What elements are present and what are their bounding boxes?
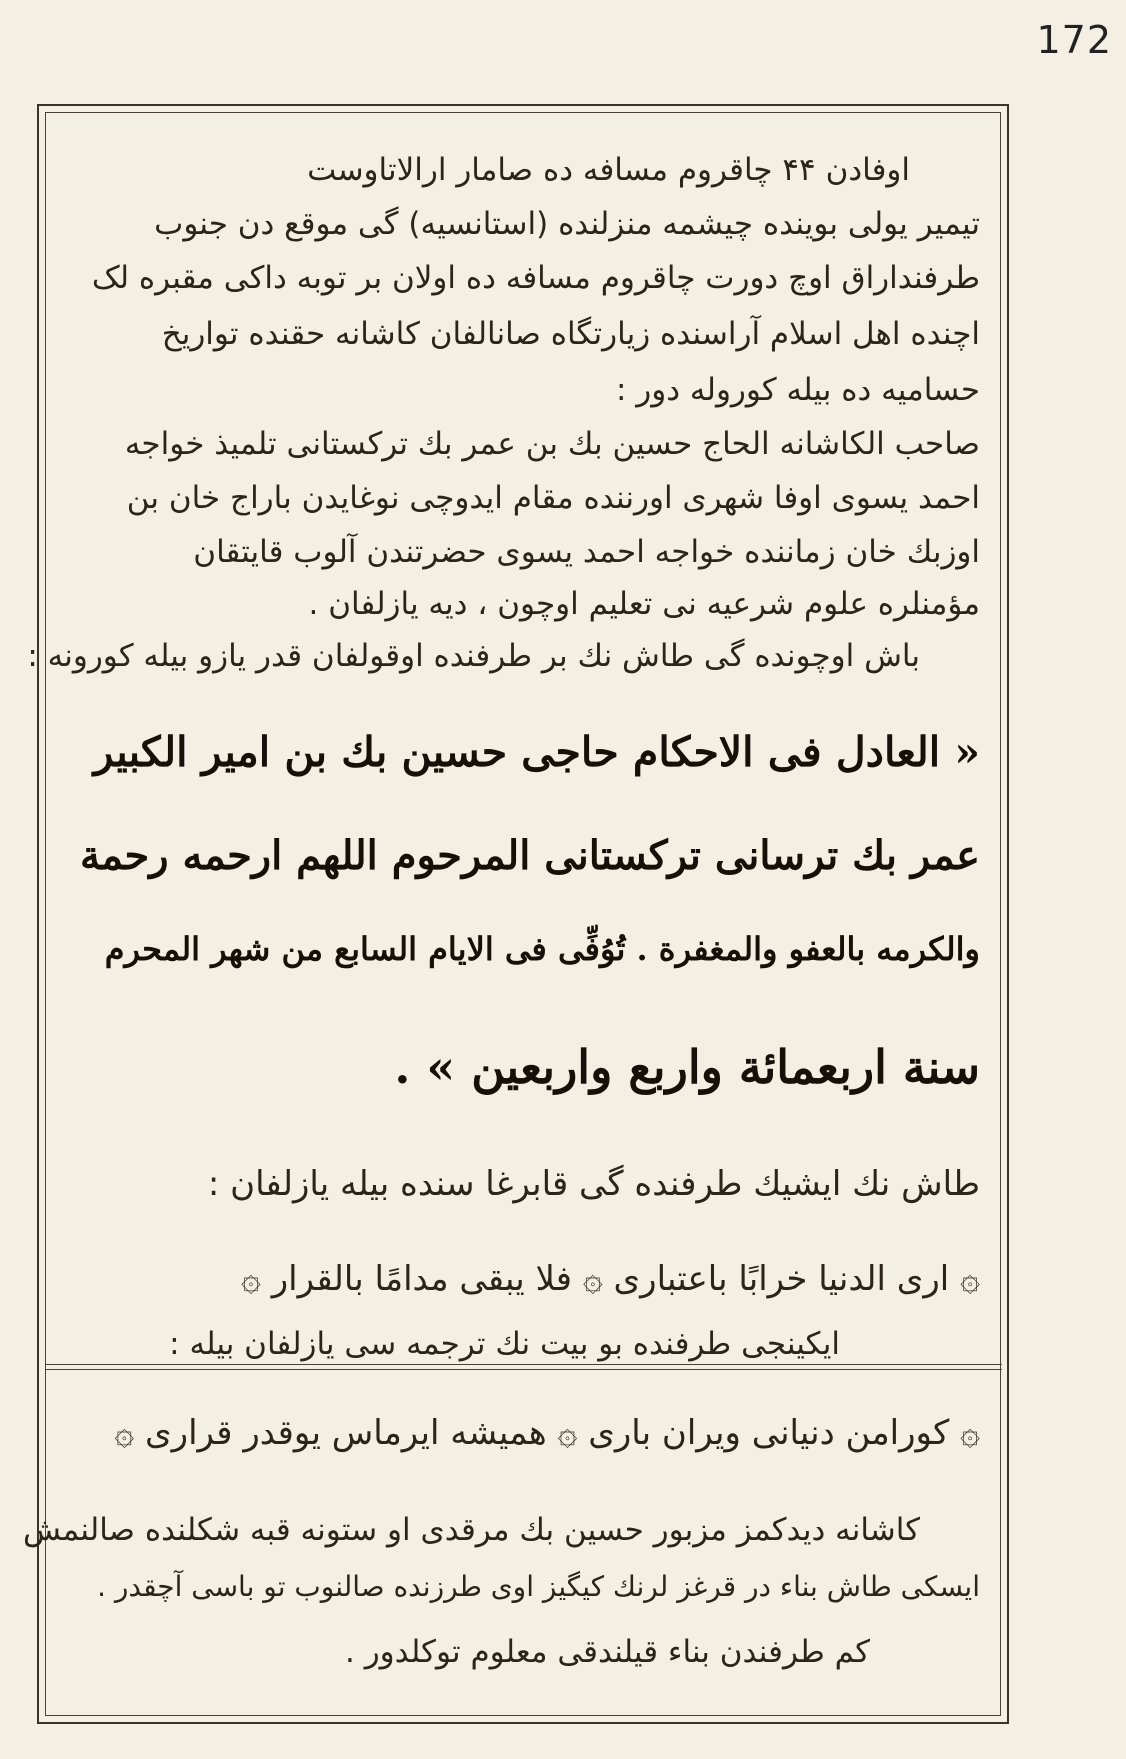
text-line: کاشانه دیدکمز مزبور حسین بك مرقدی او ستونه قبه شکلنده صالنمش [22,1512,920,1548]
inscription-line: والکرمه بالعفو والمغفرة . تُوُفِّی فی الایام السابع من شهر المحرم [104,930,980,968]
divider-line [46,1364,1002,1365]
text-line: احمد یسوی اوفا شهری اورننده مقام ایدوچی نوغایدن باراج خان بن [126,480,980,516]
text-line: طاش نك ایشیك طرفنده گی قابرغا سنده بیله یازلفان : [207,1164,980,1204]
verse-arabic: ۞ اری الدنیا خرابًا باعتباری ۞ فلا یبقی مدامًا بالقرار ۞ [240,1259,980,1299]
text-line: مؤمنلره علوم شرعیه نی تعلیم اوچون ، دیه یازلفان . [308,586,980,622]
text-line: اچنده اهل اسلام آراسنده زیارتگاه صانالفان کاشانه حقنده تواریخ [161,316,980,352]
inscription-line: سنة اربعمائة واربع واربعین » . [394,1040,980,1094]
text-line: اوزبك خان زماننده خواجه احمد یسوی حضرتندن آلوب قایتقان [193,534,980,570]
text-line: تیمیر یولی بوینده چیشمه منزلنده (استانسیه) گی موقع دن جنوب [154,206,980,242]
text-line: حسامیه ده بیله کوروله دور : [616,372,980,408]
page-number: 172 [1036,18,1112,62]
inscription-line: « العادل فی الاحکام حاجی حسین بك بن امیر الکبیر [93,728,980,776]
inscription-line: عمر بك ترسانی ترکستانی المرحوم اللهم ارحمه رحمة [79,832,980,879]
text-line: طرفنداراق اوچ دورت چاقروم مسافه ده اولان بر توبه داکی مقبره لک [91,260,980,296]
text-line: ایسکی طاش بناء در قرغز لرنك کیگیز اوی طرزنده صالنوب تو باسی آچقدر . [97,1570,980,1603]
text-line: صاحب الکاشانه الحاج حسین بك بن عمر بك ترکستانی تلمیذ خواجه [124,426,980,462]
text-line: کم طرفندن بناء قیلندقی معلوم توکلدور . [345,1634,870,1670]
verse-translation: ۞ کورامن دنیانی ویران باری ۞ همیشه ایرماس یوقدر قراری ۞ [114,1413,980,1453]
text-line: ایکینجی طرفنده بو بیت نك ترجمه سی یازلفان بیله : [169,1326,840,1362]
text-line: اوفادن ۴۴ چاقروم مسافه ده صامار ارالاتاوست [307,152,910,188]
inner-frame [45,112,1001,1716]
text-line: باش اوچونده گی طاش نك بر طرفنده اوقولفان قدر یازو بیله کورونه : [27,638,920,674]
divider-line [46,1369,1002,1370]
